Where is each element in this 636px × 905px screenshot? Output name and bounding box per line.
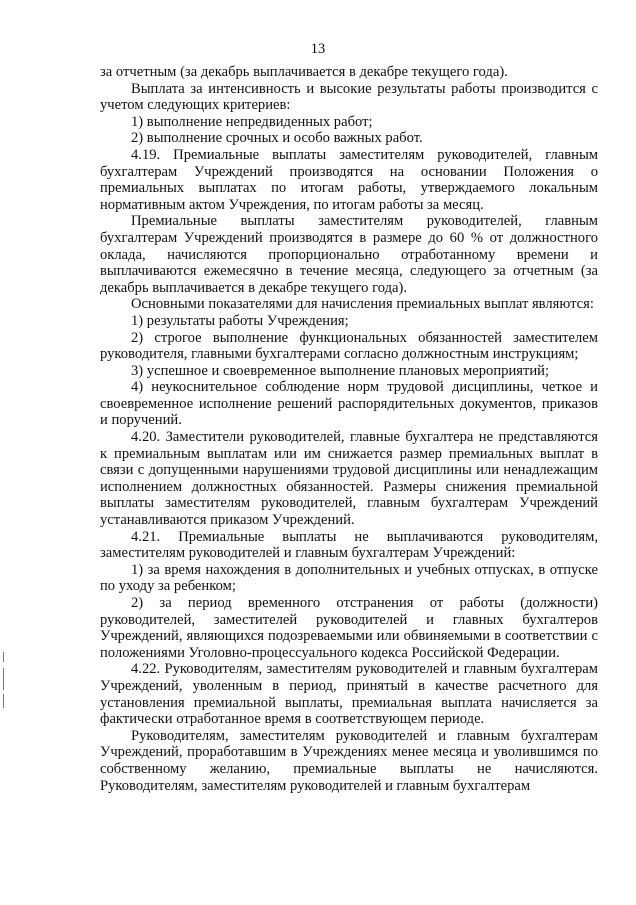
paragraph-less-than-month: Руководителям, заместителям руководителей и главным бухгалтерам Учреждений, проработавшим в Учреждениях менее месяца и уволившимся по собственному желанию, премиальные выплаты не начисляются. Руководителям, заместителям руководителей и главным бухгалтерам [100,727,598,794]
paragraph-continuation: за отчетным (за декабрь выплачивается в декабре текущего года). [100,64,508,80]
margin-scan-mark [3,652,4,662]
clause-4-21: 4.21. Премиальные выплаты не выплачиваются руководителям, заместителям руководителей и главным бухгалтерам Учреждений: [100,528,598,562]
margin-scan-mark [3,668,4,690]
paragraph-bonus-amount: Премиальные выплаты заместителям руководителей, главным бухгалтерам Учреждений производятся в размере до 60 % от должностного оклада, начисляются пропорционально отработанному времени и выплачиваются ежемесячно в течение месяца, следующего за отчетным (за декабрь выплачивается в декабре текущего года). [100,213,598,296]
indicator-item-2: 2) строгое выполнение функциональных обязанностей заместителем руководителя, главными бухгалтерами согласно должностным инструкциям; [100,329,598,363]
document-body [100,64,598,794]
margin-scan-mark [3,694,4,708]
clause-4-19: 4.19. Премиальные выплаты заместителям руководителей, главным бухгалтерам Учреждений производятся на основании Положения о премиальных выплатах по итогам работы, утверждаемого локальным нормативным актом Учреждения, по итогам работы за месяц. [100,146,598,213]
criteria-item-2: 2) выполнение срочных и особо важных работ. [131,130,423,147]
indicator-item-1: 1) результаты работы Учреждения; [131,312,349,329]
exclusion-item-1: 1) за время нахождения в дополнительных и учебных отпусках, в отпуске по уходу за ребенком; [100,561,598,595]
clause-4-20: 4.20. Заместители руководителей, главные бухгалтера не представляются к премиальным выплатам или им снижается размер премиальных выплат в связи с допущенными нарушениями трудовой дисциплины или ненадлежащим исполнением должностных обязанностей. Размеры снижения премиальной выплаты заместителям руководителей, главным бухгалтерам Учреждений устанавливаются приказом Учреждений. [100,429,598,529]
indicator-item-3: 3) успешное и своевременное выполнение плановых мероприятий; [131,362,550,379]
indicator-item-4: 4) неукоснительное соблюдение норм трудовой дисциплины, четкое и своевременное исполнение решений распорядительных документов, приказов и поручений. [100,379,598,429]
clause-4-22: 4.22. Руководителям, заместителям руководителей и главным бухгалтерам Учреждений, уволенным в период, принятый в качестве расчетного для установления премиальной выплаты, премиальная выплата начисляется за фактически отработанное время в соответствующем периоде. [100,661,598,728]
exclusion-item-2: 2) за период временного отстранения от работы (должности) руководителей, заместителей руководителей и главных бухгалтеров Учреждений, являющихся подозреваемыми или обвиняемыми в соответствии с положениями Уголовно-процессуального кодекса Российской Федерации. [100,595,598,661]
criteria-item-1: 1) выполнение непредвиденных работ; [131,113,373,130]
page-number: 13 [310,41,326,57]
paragraph-main-indicators: Основными показателями для начисления премиальных выплат являются: [131,296,594,313]
paragraph-intensity-payment: Выплата за интенсивность и высокие результаты работы производится с учетом следующих критериев: [100,80,598,114]
